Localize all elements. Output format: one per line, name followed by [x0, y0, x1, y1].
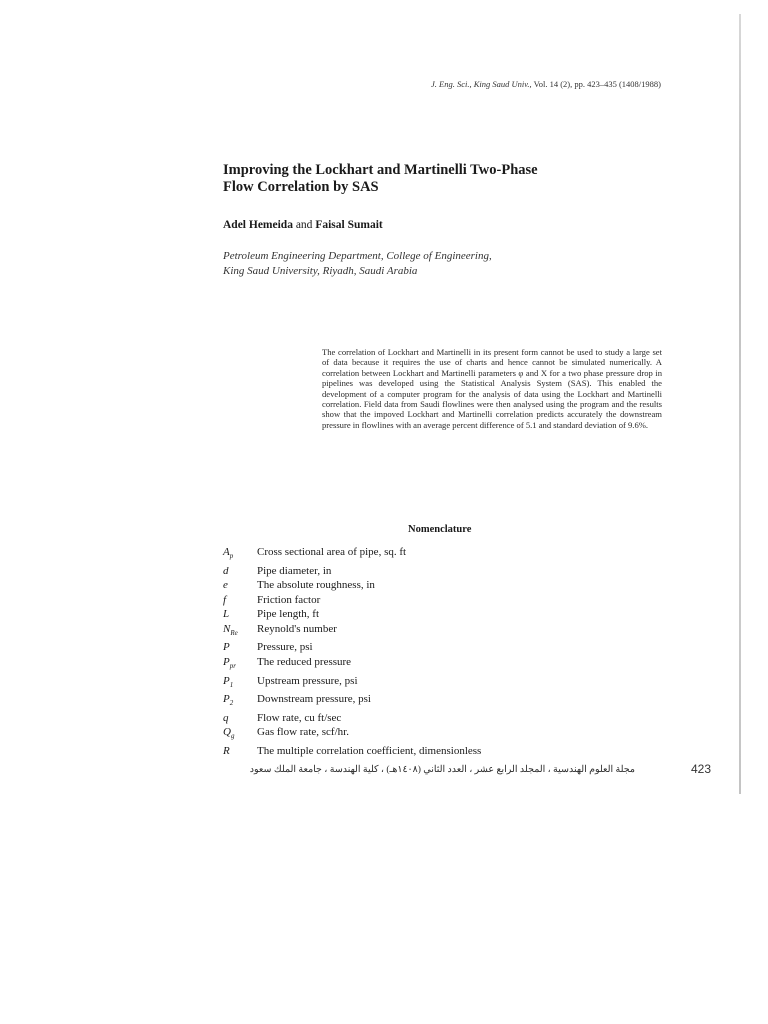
symbol-letter: f [223, 593, 227, 606]
nomenclature-definition: The reduced pressure [257, 655, 352, 668]
nomenclature-item [223, 692, 481, 711]
nomenclature-definition: Cross sectional area of pipe, sq. ft [257, 546, 407, 558]
symbol-letter: P [223, 655, 230, 668]
nomenclature-item [223, 593, 481, 608]
symbol-letter: P [223, 693, 230, 706]
abstract: The correlation of Lockhart and Martinelli in its present form cannot be used to study a large set of data because it requires the use of charts and hence cannot be simulated numerically. A correlation between Lockhart and Martinelli parameters φ and X for a two phase pressure drop in pipelines was developed using the Statistical Analysis System (SAS). This enabled the development of a computer program for the analysis of data using the Lockhart and Martinelli correlation. Field data from Saudi flowlines were then analysed using the program and the results show that the impoved Lockhart and Martinelli correlation predicts accurately the downstream pressure in flowlines with an average percent difference of 5.1 and standard deviation of 9.6%. [322, 347, 662, 430]
author-conjunction: and [292, 219, 316, 231]
nomenclature-symbol [223, 622, 257, 641]
symbol-subscript: Re [230, 628, 238, 637]
nomenclature-definition: Upstream pressure, psi [257, 674, 358, 687]
nomenclature-definition: Pipe length, ft [257, 608, 320, 621]
nomenclature-definition: Gas flow rate, scf/hr. [257, 726, 349, 739]
nomenclature-definition: Pressure, psi [257, 641, 313, 654]
affiliation-line-2: King Saud University, Riyadh, Saudi Arabia [223, 265, 418, 277]
symbol-letter: Q [223, 726, 231, 739]
nomenclature-symbol [223, 545, 257, 564]
nomenclature-symbol [223, 655, 257, 674]
author-affiliation [223, 249, 492, 279]
nomenclature-symbol [223, 674, 257, 693]
author-1: Adel Hemeida [223, 219, 293, 231]
nomenclature-item [223, 655, 481, 674]
nomenclature-symbol [223, 593, 257, 608]
symbol-letter: P [223, 641, 230, 654]
symbol-letter: L [223, 608, 230, 621]
nomenclature-item [223, 674, 481, 693]
nomenclature-item [223, 578, 481, 593]
title-line-1: Improving the Lockhart and Martinelli Two-Phase [223, 162, 538, 178]
nomenclature-symbol [223, 711, 257, 726]
author-names [223, 219, 383, 231]
scan-edge-line [739, 14, 741, 794]
nomenclature-definition: Reynold's number [257, 622, 337, 635]
nomenclature-definition: The absolute roughness, in [257, 579, 375, 592]
title-line-2: Flow Correlation by SAS [223, 179, 379, 195]
nomenclature-symbol [223, 607, 257, 622]
nomenclature-definition: The multiple correlation coefficient, dimensionless [257, 745, 482, 758]
nomenclature-item [223, 607, 481, 622]
nomenclature-item [223, 725, 481, 744]
symbol-letter: e [223, 579, 228, 592]
nomenclature-list [223, 545, 481, 759]
header-citation [431, 79, 661, 89]
nomenclature-symbol [223, 725, 257, 744]
symbol-subscript: 1 [229, 680, 234, 689]
nomenclature-symbol [223, 692, 257, 711]
nomenclature-definition: Friction factor [257, 593, 321, 606]
author-2: Faisal Sumait [315, 219, 383, 231]
symbol-letter: N [223, 622, 231, 635]
nomenclature-symbol [223, 640, 257, 655]
nomenclature-item [223, 711, 481, 726]
nomenclature-item [223, 744, 481, 759]
nomenclature-item [223, 622, 481, 641]
symbol-subscript: 2 [229, 699, 234, 708]
nomenclature-symbol [223, 744, 257, 759]
nomenclature-symbol [223, 578, 257, 593]
symbol-letter: q [223, 711, 229, 724]
nomenclature-item [223, 564, 481, 579]
nomenclature-definition: Flow rate, cu ft/sec [257, 711, 342, 724]
symbol-subscript: pr [229, 662, 236, 671]
nomenclature-symbol [223, 564, 257, 579]
symbol-subscript: p [229, 552, 234, 561]
nomenclature-definition: Pipe diameter, in [257, 564, 332, 577]
page-number: 423 [691, 762, 712, 776]
nomenclature-heading: Nomenclature [408, 524, 472, 535]
article-title [223, 162, 538, 196]
symbol-subscript: g [230, 732, 235, 741]
arabic-journal-footer: مجلة العلوم الهندسية ، المجلد الرابع عشر ، العدد الثاني (١٤٠٨هـ) ، كلية الهندسة ، جامعة الملك سعود [249, 765, 635, 775]
symbol-letter: d [223, 564, 229, 577]
nomenclature-item [223, 545, 481, 564]
nomenclature-definition: Downstream pressure, psi [257, 693, 371, 706]
symbol-letter: A [223, 546, 230, 558]
nomenclature-item [223, 640, 481, 655]
citation-volume-pages: Vol. 14 (2), pp. 423–435 (1408/1988) [531, 79, 661, 89]
symbol-letter: P [223, 674, 230, 687]
symbol-letter: R [223, 745, 230, 758]
citation-journal: J. Eng. Sci., King Saud Univ., [431, 79, 532, 89]
affiliation-line-1: Petroleum Engineering Department, College of Engineering, [223, 250, 492, 262]
